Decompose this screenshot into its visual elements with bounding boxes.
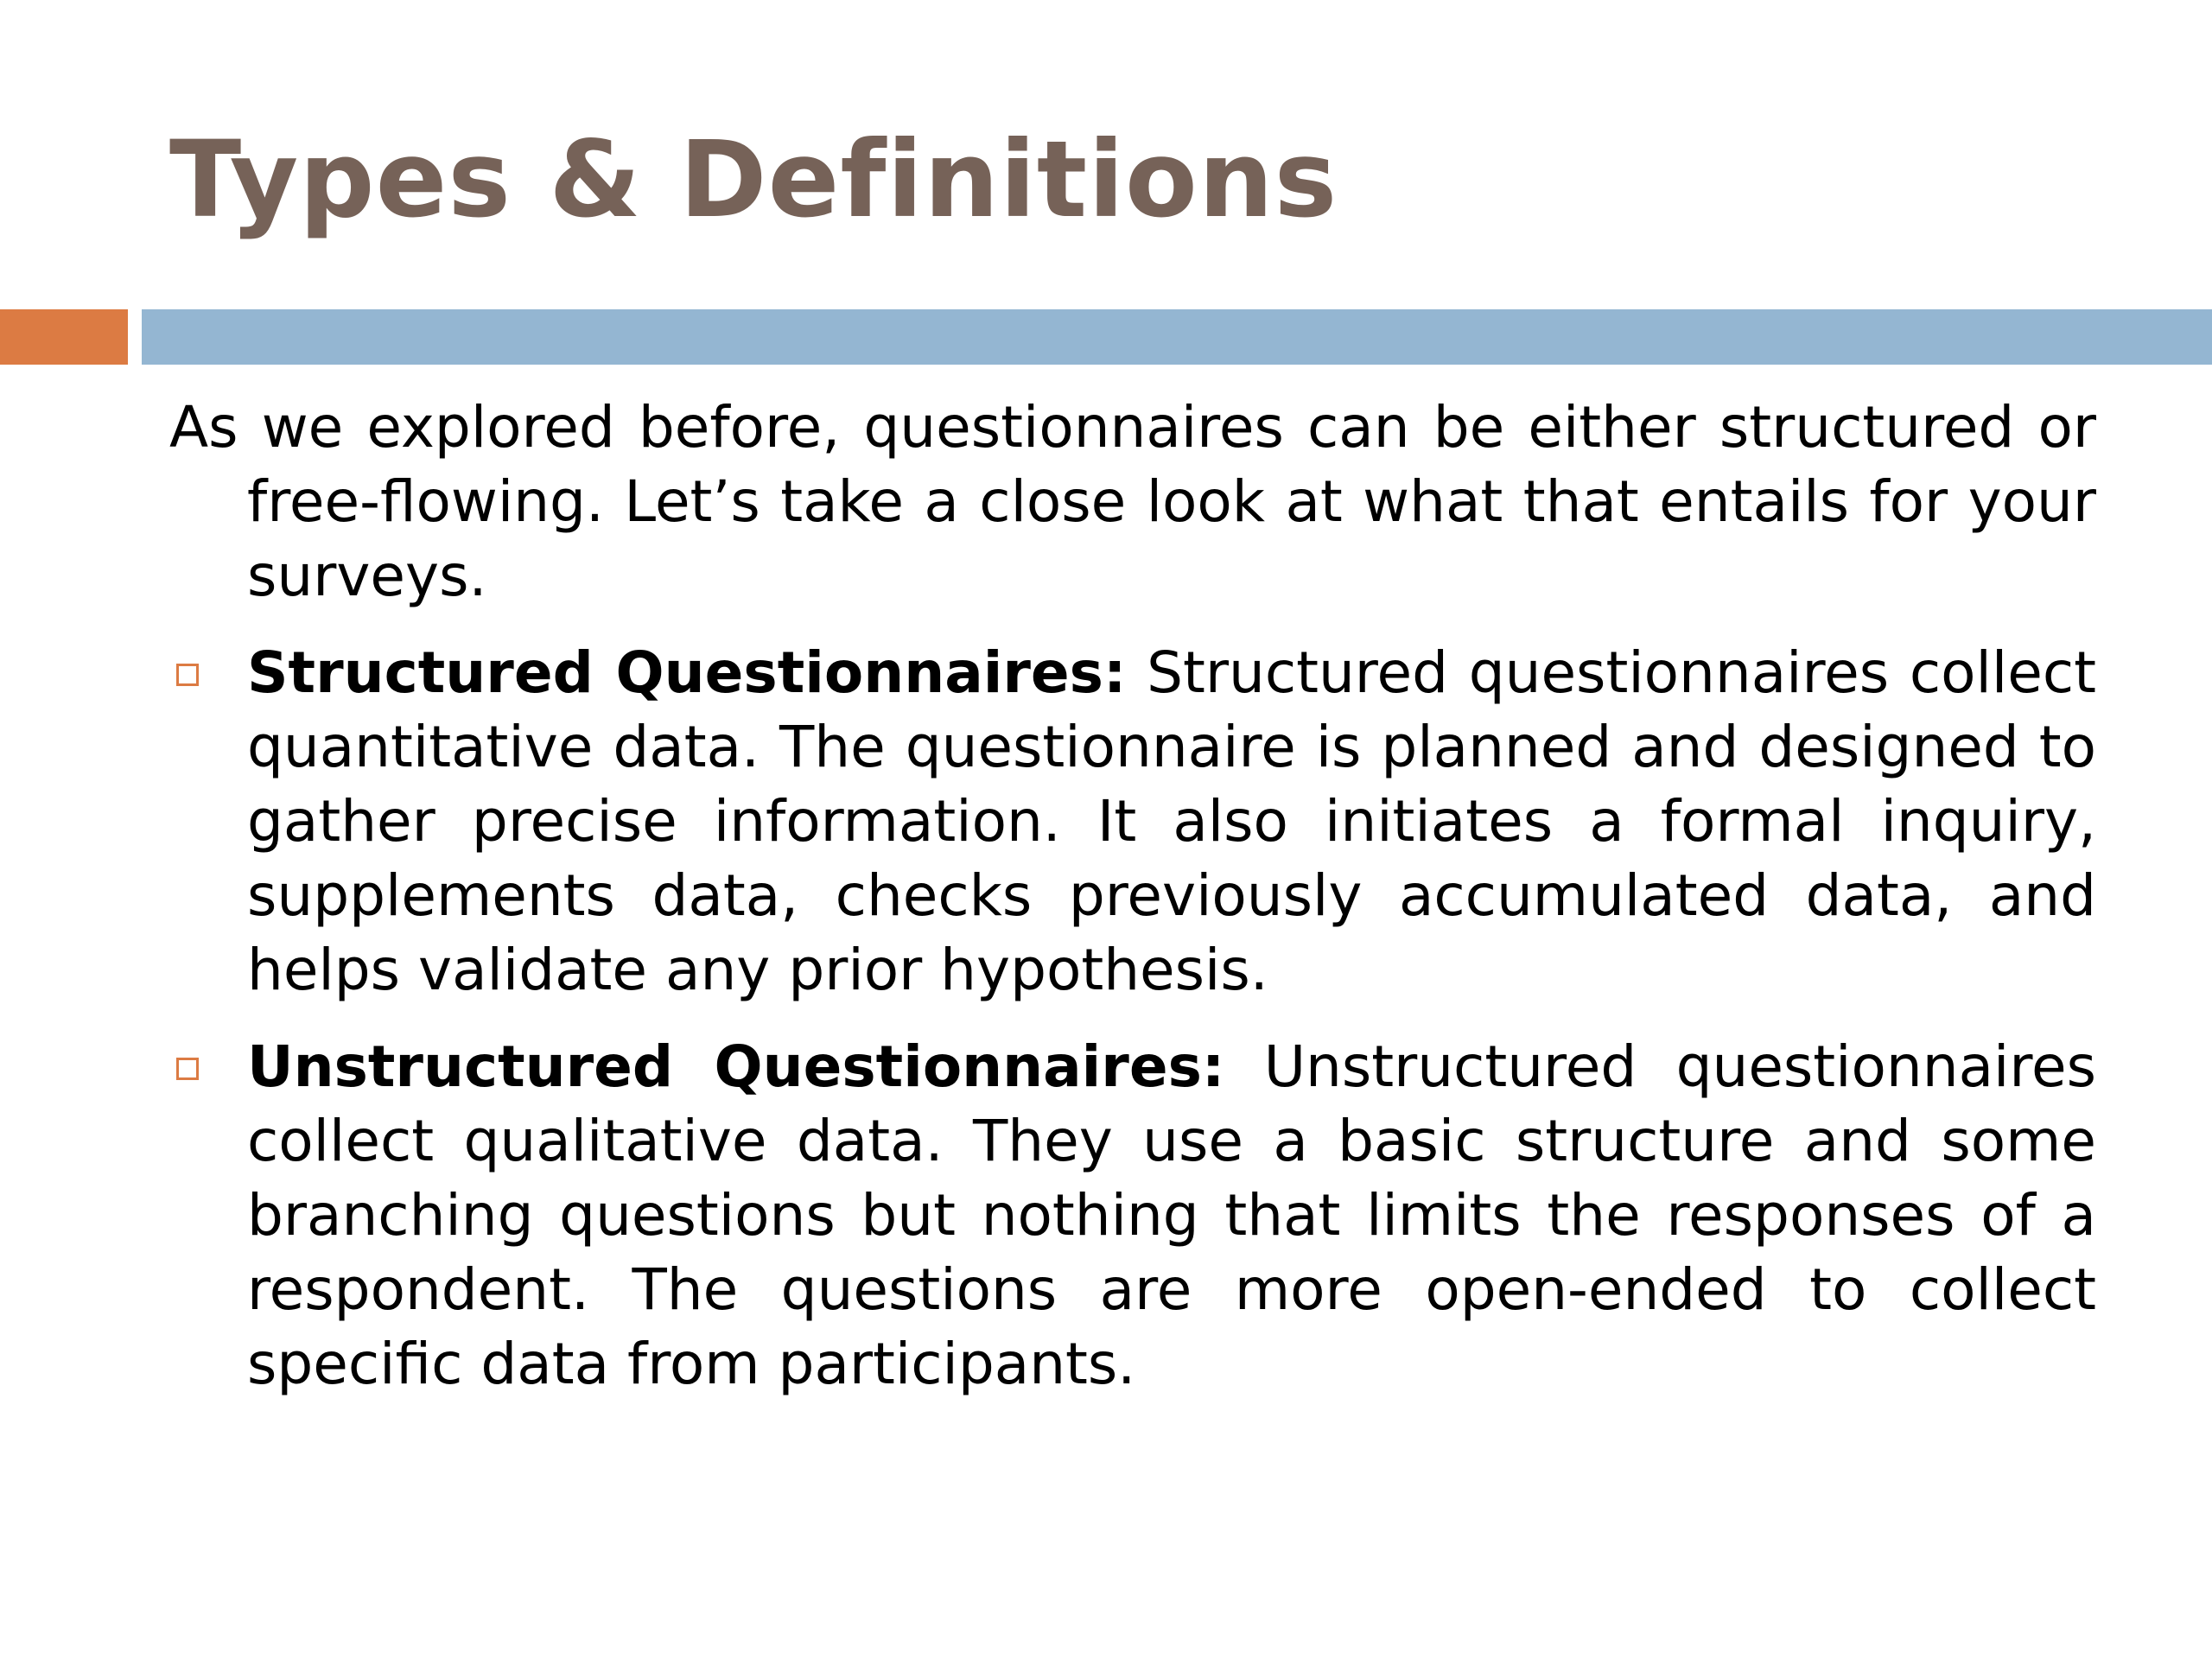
bullet-description: Unstructured questionnaires collect qualitative data. They use a basic structure and some branching questions but nothing that limits the responses of a respondent. The questions are more open-ended to collect specific data from participants.	[247, 1033, 2097, 1397]
bullet-item-unstructured	[169, 1030, 2096, 1402]
bullet-item-structured	[169, 636, 2096, 1007]
bullet-item-text	[247, 1030, 2096, 1402]
bullet-description: Structured questionnaires collect quantitative data. The questionnaire is planned and designed to gather precise information. It also initiates a formal inquiry, supplements data, checks previously accumulated data, and helps validate any prior hypothesis.	[247, 639, 2096, 1003]
hollow-square-bullet-icon	[176, 664, 199, 686]
bullet-term: Unstructured Questionnaires:	[247, 1033, 1225, 1100]
slide-title: Types & Definitions	[169, 118, 1338, 241]
bullet-item-text	[247, 636, 2096, 1007]
intro-paragraph: As we explored before, questionnaires can be either structured or free-flowing. Let’s take a close look at what that entails for your surveys.	[169, 394, 2096, 609]
slide-content	[169, 391, 2096, 1424]
title-rule-bar	[142, 309, 2212, 365]
bullet-term: Structured Questionnaires:	[247, 639, 1127, 706]
accent-bar	[0, 309, 128, 365]
hollow-square-bullet-icon	[176, 1058, 199, 1080]
